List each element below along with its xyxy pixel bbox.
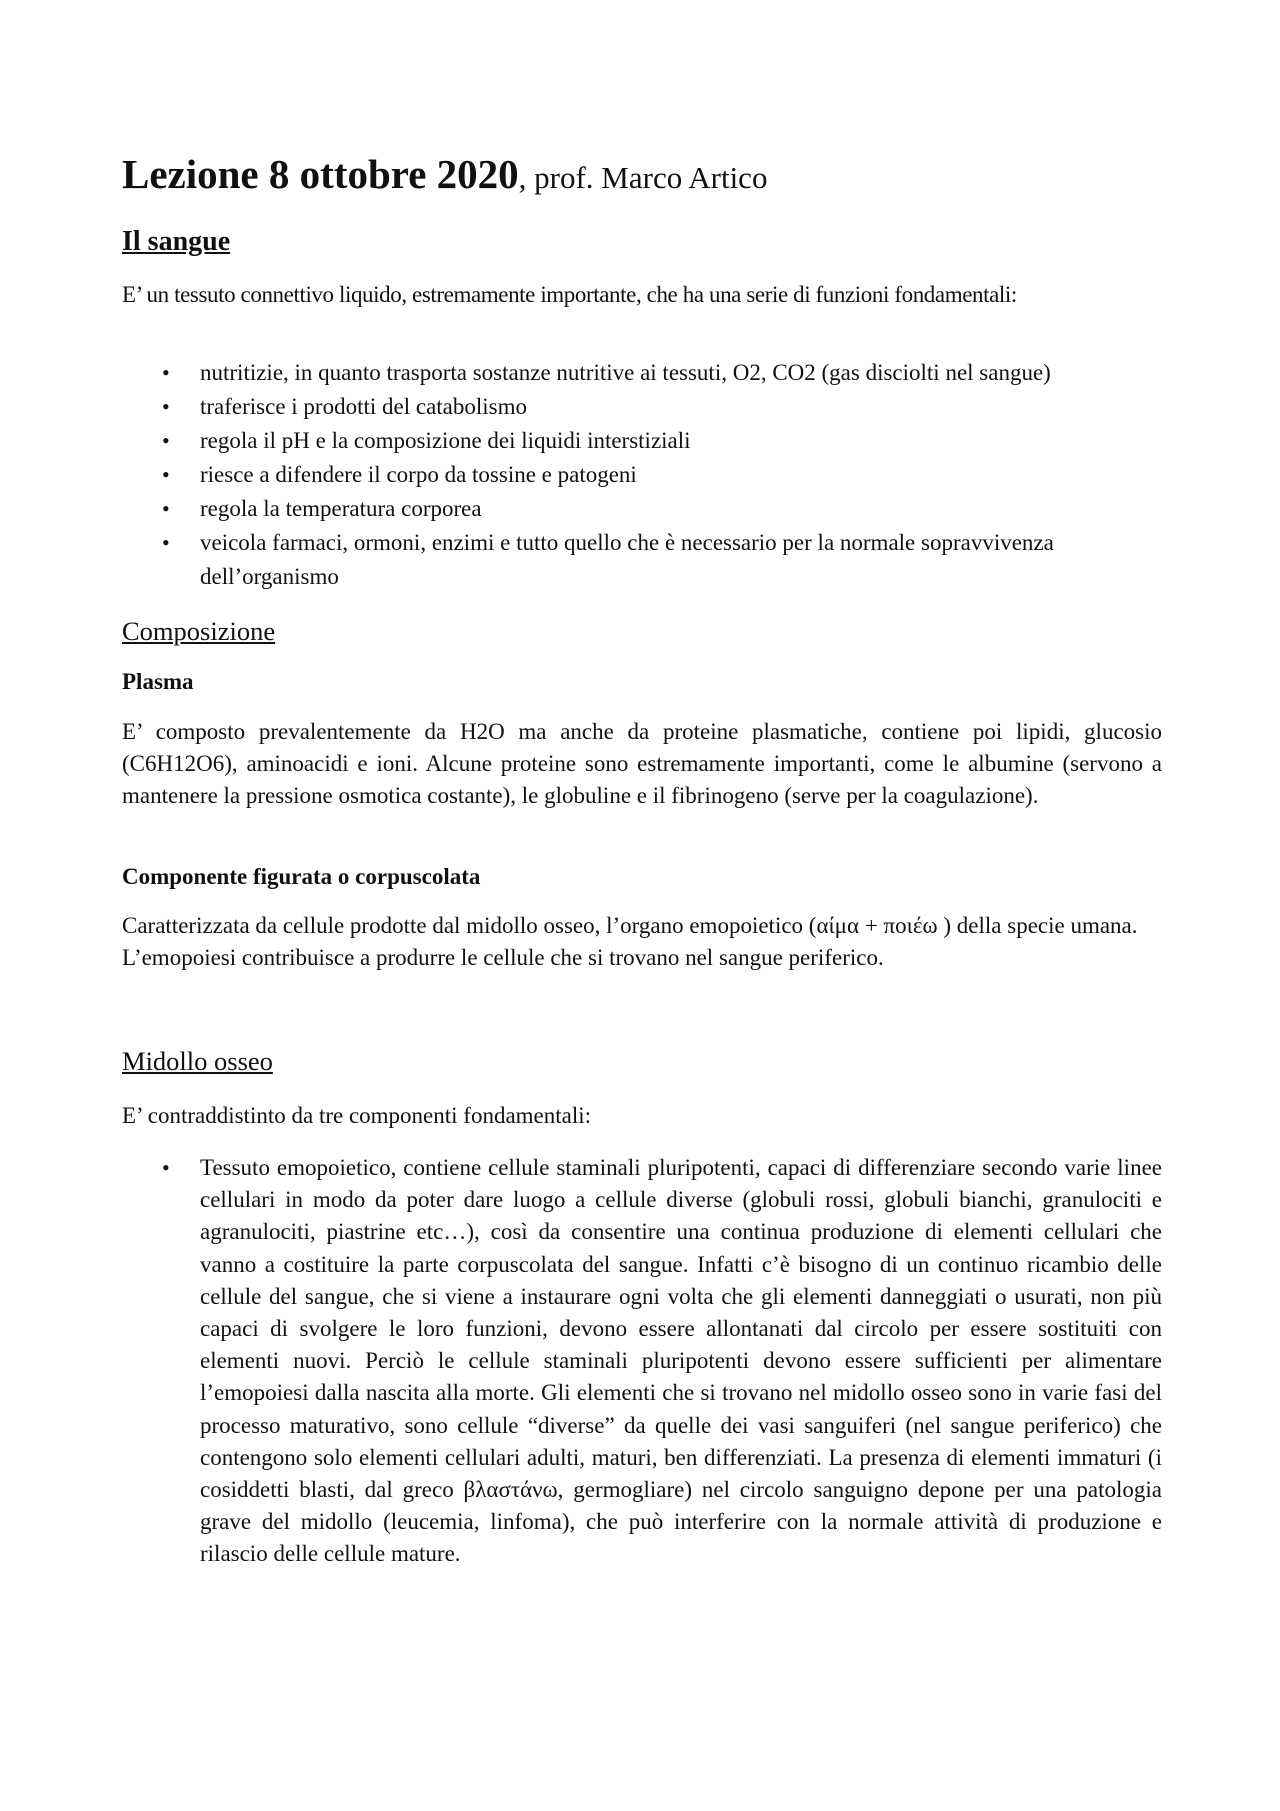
list-item: • nutritizie, in quanto trasporta sostanze nutritive ai tessuti, O2, CO2 (gas disciolti nel sangue) — [122, 356, 1172, 390]
section-heading-midollo: Midollo osseo — [122, 1046, 273, 1076]
title-main: Lezione 8 ottobre 2020 — [122, 151, 519, 197]
list-item: • riesce a difendere il corpo da tossine e patogeni — [122, 458, 1172, 492]
list-item: • regola il pH e la composizione dei liquidi interstiziali — [122, 424, 1172, 458]
figurata-paragraph: Caratterizzata da cellule prodotte dal midollo osseo, l’organo emopoietico (αίμα + ποιέω ) della specie umana. L’emopoiesi contribuisce a produrre le cellule che si trovano nel sangue periferico. — [122, 913, 1138, 970]
subheading-plasma: Plasma — [122, 669, 194, 694]
sangue-functions-list — [122, 356, 1172, 594]
page-title — [122, 150, 767, 198]
list-item: • traferisce i prodotti del catabolismo — [122, 390, 1172, 424]
list-item: • regola la temperatura corporea — [122, 492, 1172, 526]
section-heading-sangue: Il sangue — [122, 226, 231, 257]
plasma-paragraph: E’ composto prevalentemente da H2O ma anche da proteine plasmatiche, contiene poi lipidi, glucosio (C6H12O6), aminoacidi e ioni. Alcune proteine sono estremamente importanti, come le albumine (servono a mantenere la pressione osmotica costante), le globuline e il fibrinogeno (serve per la coagulazione). — [122, 719, 1162, 808]
list-item: • Tessuto emopoietico, contiene cellule staminali pluripotenti, capaci di differenziare secondo varie linee cellulari in modo da poter dare luogo a cellule diverse (globuli rossi, globuli bianchi, granulociti e agranulociti, piastrine etc…), così da consentire una continua produzione di elementi cellulari che vanno a costituire la parte corpuscolata del sangue. Infatti c’è bisogno di un continuo ricambio delle cellule del sangue, che si viene a instaurare ogni volta che gli elementi danneggiati o usurati, non più capaci di svolgere le loro funzioni, devono essere allontanati dal circolo per essere sostituiti con elementi nuovi. Perciò le cellule staminali pluripotenti devono essere sufficienti per alimentare l’emopoiesi dalla nascita alla morte. Gli elementi che si trovano nel midollo osseo sono in varie fasi del processo maturativo, sono cellule “diverse” da quelle dei vasi sanguiferi (nel sangue periferico) che contengono solo elementi cellulari adulti, maturi, ben differenziati. La presenza di elementi immaturi (i cosiddetti blasti, dal greco βλαστάνω, germogliare) nel circolo sanguigno depone per una patologia grave del midollo (leucemia, linfoma), che può interferire con la normale attività di produzione e rilascio delle cellule mature. — [122, 1152, 1162, 1571]
section-heading-composizione: Composizione — [122, 616, 276, 646]
list-item: • veicola farmaci, ormoni, enzimi e tutto quello che è necessario per la normale sopravvivenza dell’organismo — [122, 526, 1172, 594]
sangue-intro-text: E’ un tessuto connettivo liquido, estremamente importante, che ha una serie di funzioni fondamentali: — [122, 282, 1017, 307]
midollo-intro-text: E’ contraddistinto da tre componenti fondamentali: — [122, 1103, 592, 1128]
midollo-components-list — [122, 1152, 1162, 1571]
subheading-componente-figurata: Componente figurata o corpuscolata — [122, 864, 481, 889]
title-subtitle: , prof. Marco Artico — [518, 160, 768, 195]
